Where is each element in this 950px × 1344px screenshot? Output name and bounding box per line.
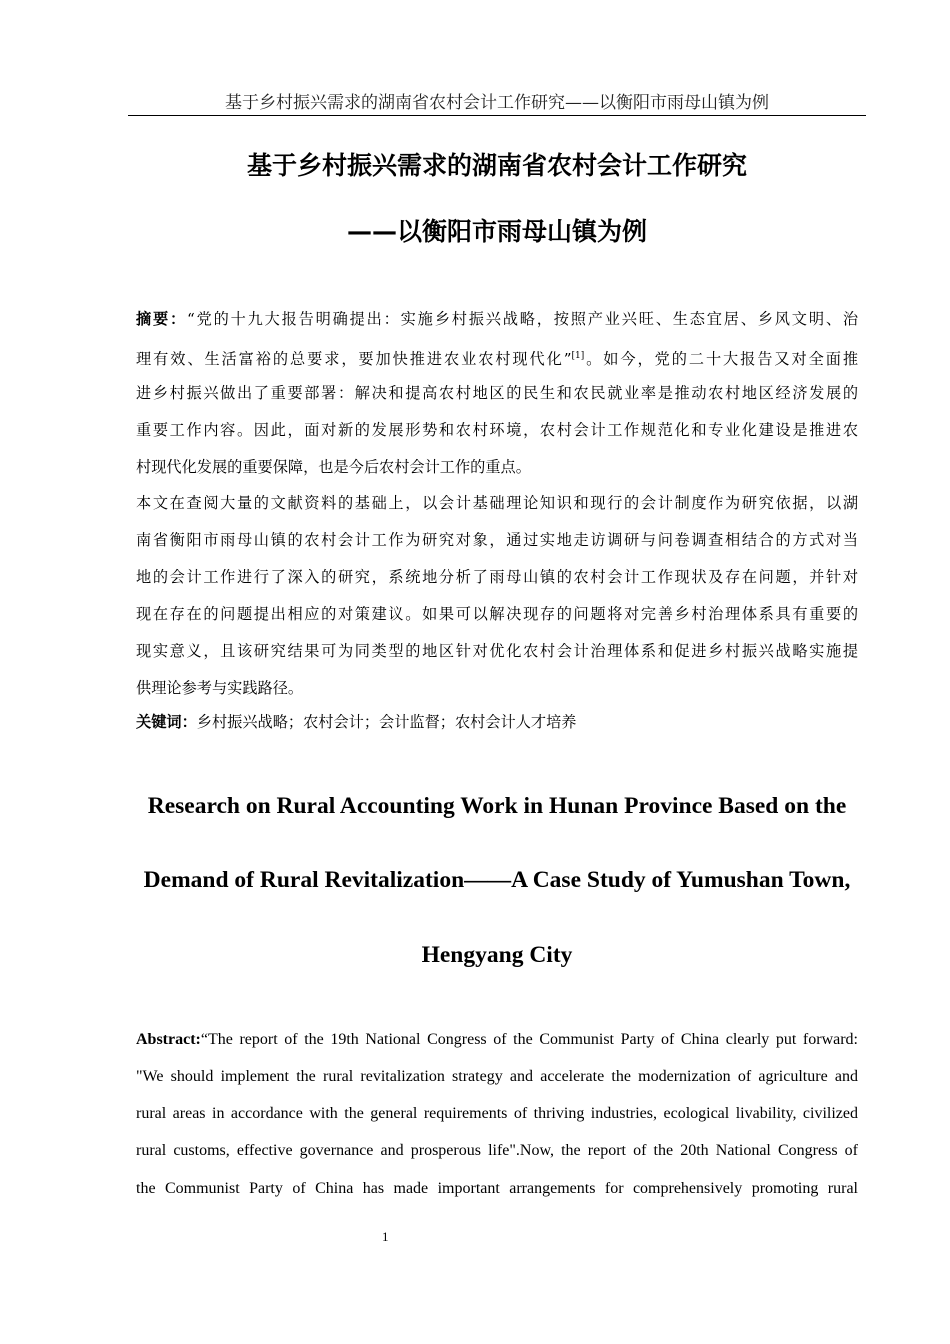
english-title-line: Research on Rural Accounting Work in Hunan Province Based on the (147, 793, 847, 819)
abstract-en-label: Abstract: (136, 1031, 201, 1048)
abstract-en-line: "We should implement the rural revitalization strategy and accelerate the modernization of agriculture and (136, 1068, 858, 1085)
abstract-cn-line: 摘要：“党的十九大报告明确提出：实施乡村振兴战略，按照产业兴旺、生态宜居、乡风文明、治 (136, 310, 859, 328)
abstract-cn-line: 理有效、生活富裕的总要求，要加快推进农业农村现代化”[1]。如今，党的二十大报告又对全面推 (136, 350, 858, 369)
abstract-en-line: rural customs, effective governance and prosperous life".Now, the report of the 20th National Congress of (136, 1142, 858, 1159)
abstract-cn-line: 本文在查阅大量的文献资料的基础上，以会计基础理论知识和现行的会计制度作为研究依据，以湖 (136, 494, 858, 512)
abstract-cn-line: 重要工作内容。因此，面对新的发展形势和农村环境，农村会计工作规范化和专业化建设是推进农 (136, 421, 858, 439)
keywords-label: 关键词： (136, 713, 197, 731)
keywords-line (136, 712, 858, 732)
abstract-cn-line: 进乡村振兴做出了重要部署：解决和提高农村地区的民生和农民就业率是推动农村地区经济发展的 (136, 384, 858, 402)
page-title: 基于乡村振兴需求的湖南省农村会计工作研究 (246, 151, 747, 180)
abstract-en-line: the Communist Party of China has made important arrangements for comprehensively promoting rural (136, 1180, 858, 1197)
abstract-cn-line: 现实意义，且该研究结果可为同类型的地区针对优化农村会计治理体系和促进乡村振兴战略实施提 (136, 642, 858, 660)
abstract-cn-line: 地的会计工作进行了深入的研究，系统地分析了雨母山镇的农村会计工作现状及存在问题，并针对 (136, 568, 858, 586)
abstract-cn-line: 现在存在的问题提出相应的对策建议。如果可以解决现存的问题将对完善乡村治理体系具有重要的 (136, 605, 858, 623)
citation: [1] (571, 351, 585, 361)
page-subtitle: ——以衡阳市雨母山镇为例 (346, 217, 647, 246)
running-header: 基于乡村振兴需求的湖南省农村会计工作研究——以衡阳市雨母山镇为例 (225, 93, 769, 113)
abstract-cn-line: 供理论参考与实践路径。 (136, 679, 304, 697)
english-title-line: Demand of Rural Revitalization——A Case Study of Yumushan Town, (143, 867, 851, 893)
header-rule (128, 115, 866, 116)
abstract-en-line: rural areas in accordance with the general requirements of thriving industries, ecological livability, civilized (136, 1105, 858, 1122)
page-number: 1 (382, 1229, 389, 1244)
abstract-cn-line: 村现代化发展的重要保障，也是今后农村会计工作的重点。 (136, 458, 531, 476)
abstract-en-line: Abstract:“The report of the 19th National Congress of the Communist Party of China clearly put forward: (136, 1031, 858, 1048)
keywords: 乡村振兴战略；农村会计；会计监督；农村会计人才培养 (196, 713, 577, 731)
abstract-cn-label: 摘要： (136, 310, 188, 328)
abstract-cn-line: 南省衡阳市雨母山镇的农村会计工作为研究对象，通过实地走访调研与问卷调查相结合的方式对当 (136, 531, 858, 549)
english-title-line: Hengyang City (421, 942, 573, 968)
